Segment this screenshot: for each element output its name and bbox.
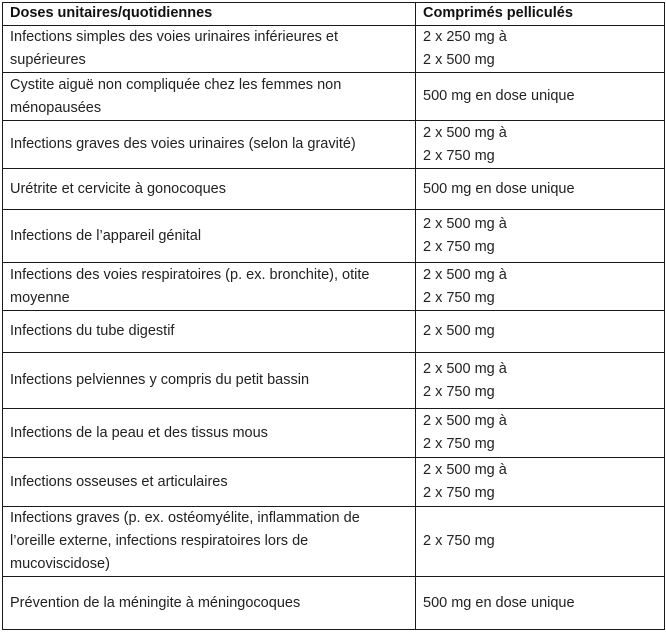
indication-cell: Infections des voies respiratoires (p. ex. bronchite), otite moyenne: [3, 263, 416, 311]
indication-cell: Infections du tube digestif: [3, 311, 416, 353]
dose-line: 2 x 750 mg: [423, 436, 495, 452]
dose-line: 2 x 500 mg à: [423, 266, 507, 283]
table-row: [3, 577, 665, 630]
table-row: [3, 73, 665, 121]
dose-line: 2 x 750 mg: [423, 289, 495, 306]
dose-line: 2 x 750 mg: [423, 485, 495, 501]
dose-line: 500 mg en dose unique: [423, 180, 575, 197]
column-header-doses: Doses unitaires/quotidiennes: [3, 3, 416, 26]
dose-cell: [416, 577, 665, 630]
dose-line: 2 x 750 mg: [423, 239, 495, 255]
dose-line: 2 x 500 mg à: [423, 124, 507, 141]
dose-line: 500 mg en dose unique: [423, 594, 575, 611]
indication-cell: Infections de l’appareil génital: [3, 210, 416, 263]
dose-cell: [416, 409, 665, 458]
dose-cell: [416, 73, 665, 121]
table-row: [3, 353, 665, 409]
table-row: [3, 263, 665, 311]
dose-line: 500 mg en dose unique: [423, 88, 575, 104]
table-body: [3, 26, 665, 630]
indication-cell: Infections simples des voies urinaires inférieures et supérieures: [3, 26, 416, 73]
dose-line: 2 x 500 mg à: [423, 413, 507, 429]
table-row: [3, 507, 665, 577]
dose-line: 2 x 500 mg à: [423, 462, 507, 478]
dose-cell: [416, 458, 665, 507]
dose-line: 2 x 500 mg à: [423, 216, 507, 232]
indication-cell: Prévention de la méningite à méningocoques: [3, 577, 416, 630]
indication-cell: Infections pelviennes y compris du petit bassin: [3, 353, 416, 409]
dose-cell: [416, 353, 665, 409]
indication-cell: Infections graves (p. ex. ostéomyélite, inflammation de l’oreille externe, infections respiratoires lors de mucoviscidose): [3, 507, 416, 577]
dose-line: 2 x 750 mg: [423, 533, 495, 549]
dose-cell: [416, 263, 665, 311]
indication-cell: Infections de la peau et des tissus mous: [3, 409, 416, 458]
dose-cell: [416, 26, 665, 73]
table-header-row: [3, 3, 665, 26]
dose-cell: [416, 507, 665, 577]
table-row: [3, 311, 665, 353]
dose-cell: [416, 169, 665, 210]
indication-cell: Cystite aiguë non compliquée chez les femmes non ménopausées: [3, 73, 416, 121]
dose-line: 2 x 750 mg: [423, 383, 495, 400]
table-row: [3, 121, 665, 169]
dose-cell: [416, 311, 665, 353]
dose-line: 2 x 500 mg à: [423, 360, 507, 377]
dosage-table: [2, 2, 665, 630]
table-row: [3, 169, 665, 210]
dose-line: 2 x 250 mg à: [423, 29, 507, 45]
dose-cell: [416, 121, 665, 169]
indication-cell: Infections graves des voies urinaires (selon la gravité): [3, 121, 416, 169]
table-row: [3, 26, 665, 73]
indication-cell: Urétrite et cervicite à gonocoques: [3, 169, 416, 210]
dose-line: 2 x 500 mg: [423, 52, 495, 68]
table-row: [3, 409, 665, 458]
table-row: [3, 458, 665, 507]
dose-cell: [416, 210, 665, 263]
dose-line: 2 x 750 mg: [423, 147, 495, 164]
indication-cell: Infections osseuses et articulaires: [3, 458, 416, 507]
table-row: [3, 210, 665, 263]
dose-line: 2 x 500 mg: [423, 323, 495, 339]
column-header-comprimes: Comprimés pelliculés: [416, 3, 665, 26]
